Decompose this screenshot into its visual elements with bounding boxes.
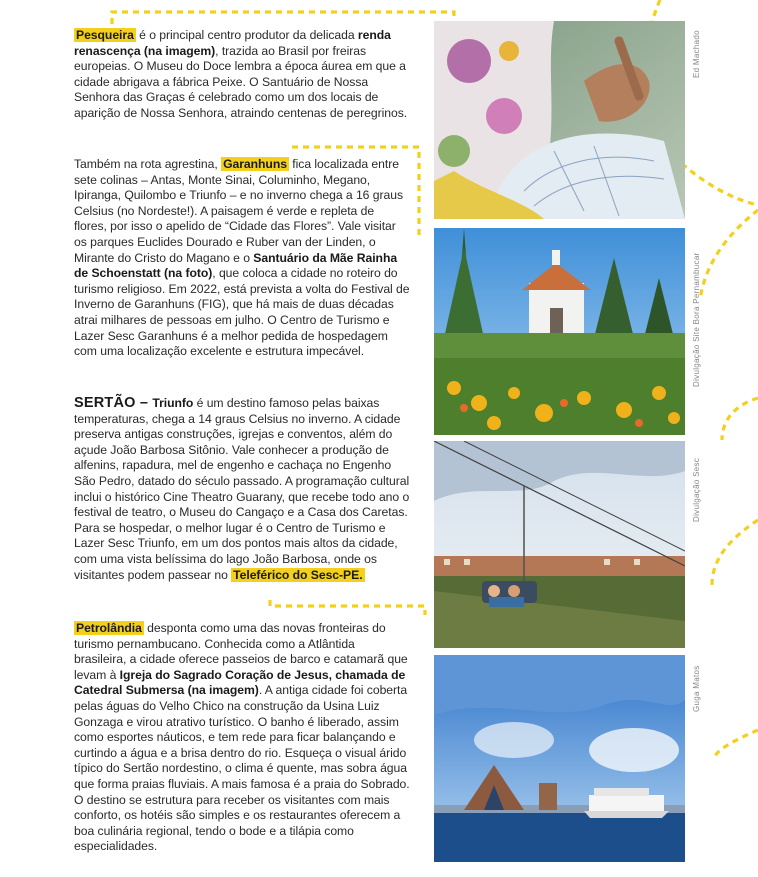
body-text: , trazida ao Brasil por freiras europeias. O Museu do Doce lembra a época áurea em que a cidade abrigava a fábrica Peixe. O Santuário de Nossa Senhora das Graças é celebrado como um dos locais de aparição de Nossa Senhora, atraindo centenas de peregrinos. <box>74 43 408 120</box>
bold-text: renda renascença (na imagem) <box>74 28 391 58</box>
bold-text: Triunfo <box>152 396 194 410</box>
section-garanhuns <box>74 157 410 360</box>
bold-text: SERTÃO – <box>74 395 153 411</box>
photo-teleferico-sesc <box>434 441 685 648</box>
body-text: fica localizada entre sete colinas – Antas, Monte Sinai, Columinho, Megano, Ipiranga, Quilombo e Triunfo – e no inverno chega a 16 graus Celsius (no Nordeste!). A paisagem é verde e repleta de flores, por isso o apelido de “Cidade das Flores”. Vale visitar os parques Euclides Dourado e Ruber van der Linden, o Mirante do Cristo do Magano e o <box>74 157 403 265</box>
photo-credit-1: Ed Machado <box>692 30 701 78</box>
section-pesqueira <box>74 28 410 122</box>
body-text: é o principal centro produtor da delicada <box>135 28 358 42</box>
body-text: Também na rota agrestina, <box>74 157 222 171</box>
highlighted-place-name: Teleférico do Sesc-PE. <box>233 567 363 582</box>
section-sertao-triunfo <box>74 396 410 583</box>
photo-credit-4: Guga Matos <box>692 665 701 712</box>
highlighted-place-name: Garanhuns <box>223 157 287 171</box>
highlighted-place-name: Petrolândia <box>76 621 142 635</box>
highlighted-place-name: Pesqueira <box>76 28 134 42</box>
photo-credit-3: Divulgação Sesc <box>692 457 701 522</box>
section-petrolandia <box>74 621 410 855</box>
bold-text: Igreja do Sagrado Coração de Jesus, chamada de Catedral Submersa (na imagem) <box>74 667 406 698</box>
body-text: desponta como uma das novas fronteiras do turismo pernambucano. Conhecida como a Atlântida brasileira, a cidade oferece passeios de barco e catamarã que levam à <box>74 621 408 682</box>
bold-text: Santuário da Mãe Rainha de Schoenstatt (na foto) <box>74 250 398 281</box>
body-text: , que coloca a cidade no roteiro do turismo religioso. Em 2022, está prevista a volta do Festival de Inverno de Garanhuns (FIG), que há mais de duas décadas atrai milhares de pessoas em julho. O Centro de Turismo e Lazer Sesc Garanhuns é a melhor pedida de hospedagem com uma localização excelente e estrutura impecável. <box>74 266 410 359</box>
body-text: . A antiga cidade foi coberta pelas águas do Velho Chico na construção da Usina Luiz Gonzaga e virou atrativo turístico. O banho é liberado, assim como esportes náuticos, e tem rede para ficar balançando e curtindo a água e a brisa dentro do rio. Esqueça o visual árido típico do Sertão nordestino, o clima é quente, mas sobra água que forma praias fluviais. A mais famosa é a praia do Sobrado. O destino se estrutura para receber os visitantes com mais conforto, os hotéis são simples e os restaurantes oferecem a boa culinária regional, tendo o bode e a tilápia como especialidades. <box>74 683 410 854</box>
photo-credit-2: Divulgação Site Bora Pernambucar <box>692 252 701 387</box>
body-text: é um destino famoso pelas baixas temperaturas, chega a 14 graus Celsius no inverno. A cidade preserva antigas construções, igrejas e conventos, além do açude João Barbosa Sitônio. Vale conhecer a produção de alfenins, rapadura, mel de engenho e cachaça no Engenho São Pedro, datado do século passado. A programação cultural inclui o histórico Cine Theatro Guarany, que recebe todo ano o festival de teatro, o Museu do Cangaço e a Casa dos Caretas. Para se hospedar, o melhor lugar é o Centro de Turismo e Lazer Sesc Triunfo, em um dos pontos mais altos da cidade, com uma vista belíssima do lago João Barbosa, onde os visitantes podem passear no <box>74 396 410 582</box>
photo-santuario-schoenstatt <box>434 228 685 435</box>
photo-renda-renascenca <box>434 21 685 219</box>
photo-catedral-submersa <box>434 655 685 862</box>
